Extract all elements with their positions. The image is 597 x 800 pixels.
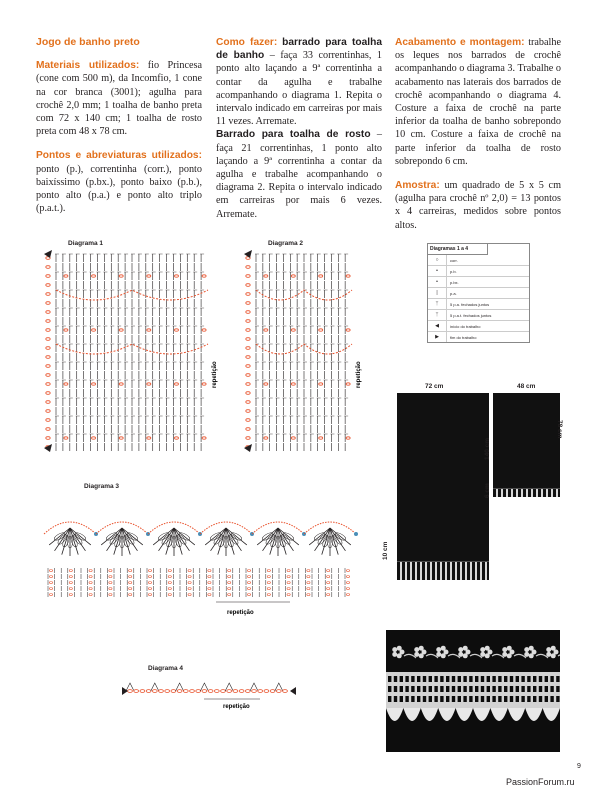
start-arrow-icon bbox=[244, 444, 252, 452]
face-height-label: 78 cm bbox=[556, 420, 563, 439]
face-towel-band bbox=[493, 488, 560, 497]
points-lead: Pontos e abreviaturas utilizados: bbox=[36, 150, 202, 162]
symbol-legend bbox=[427, 243, 530, 343]
legend-symbol: ◀ bbox=[428, 321, 447, 331]
lace-photo-drawing bbox=[386, 630, 560, 752]
bath-bold: barrado para toalha de banho bbox=[216, 37, 382, 62]
bath-text: – faça 33 correntinhas, 1 ponto alto laçando a 9ª correntinha a contar da agulha e trabalhe acompanhando o diagrama 1. Repita o intervalo indicado em carreiras por mais 11 vezes. Arremate. bbox=[216, 50, 383, 128]
bath-towel-band bbox=[397, 561, 489, 580]
legend-label: início do trabalho bbox=[450, 323, 481, 329]
diagram-4-chain bbox=[122, 683, 296, 695]
diagram-3-repeat-label: repetição bbox=[227, 610, 254, 616]
legend-row bbox=[428, 309, 529, 320]
diagram-4-label: Diagrama 4 bbox=[148, 665, 184, 672]
diagram-4 bbox=[120, 675, 300, 715]
legend-label: p.b. bbox=[450, 268, 457, 274]
legend-row bbox=[428, 276, 529, 287]
diagram-3-fans bbox=[44, 522, 358, 556]
sample-text: um quadrado de 5 x 5 cm (agulha para crochê nº 2,0) = 13 pontos x 4 carreiras, medidos sobre pontos altos. bbox=[395, 180, 562, 231]
legend-label: 5 p.a. fechados juntos bbox=[450, 301, 490, 307]
lace-edging-photo bbox=[386, 630, 560, 752]
legend-title: Diagramas 1 a 4 bbox=[428, 244, 488, 255]
face-text: – faça 21 correntinhas, 1 ponto alto laçando a 9ª correntinha a contar da agulha e trabalhe acompanhando o diagrama 2. Repita o intervalo indicado em carreiras por mais 6 vezes. Arremate. bbox=[216, 129, 383, 220]
legend-label: p.a. bbox=[450, 290, 457, 296]
diagram-2-repeat-label: repetição bbox=[356, 361, 362, 388]
diagram-1 bbox=[40, 248, 220, 458]
bath-height-label: 140 cm bbox=[484, 437, 491, 460]
bath-towel-schematic bbox=[397, 393, 489, 580]
right-column bbox=[395, 36, 561, 243]
legend-symbol: ᛉ bbox=[428, 299, 447, 309]
project-title: Jogo de banho preto bbox=[36, 36, 140, 48]
watermark: PassionForum.ru bbox=[506, 777, 575, 787]
finish-paragraph bbox=[395, 36, 561, 168]
face-towel-schematic bbox=[493, 393, 560, 497]
page-number: 9 bbox=[577, 763, 581, 770]
diagram-2 bbox=[240, 248, 370, 458]
legend-symbol: ᛉ bbox=[428, 310, 447, 320]
materials-lead: Materiais utilizados: bbox=[36, 60, 140, 72]
face-band-label: 6 cm bbox=[484, 483, 491, 498]
bath-width-label: 72 cm bbox=[425, 383, 444, 390]
middle-column bbox=[216, 36, 382, 232]
materials-text: fio Princesa (cone com 500 m), da Incomfio, 1 cone na cor branca (3001); agulha para crochê 2,0 mm; 1 toalha de banho preta com 72 x 140 cm; 1 toalha de rosto preta com 48 x 78 cm. bbox=[36, 60, 202, 138]
legend-label: corr. bbox=[450, 257, 458, 263]
legend-row bbox=[428, 331, 529, 342]
diagram-2-grid bbox=[246, 254, 352, 451]
legend-row bbox=[428, 255, 529, 265]
materials-paragraph bbox=[36, 59, 202, 138]
how-lead: Como fazer: bbox=[216, 37, 278, 48]
legend-symbol: | bbox=[428, 288, 447, 298]
points-text: ponto (p.), correntinha (corr.), ponto baixíssimo (p.bx.), ponto baixo (p.b.), ponto alto (p.a.) e ponto alto triplo (p.a.t.). bbox=[36, 163, 202, 215]
sample-paragraph bbox=[395, 179, 561, 232]
legend-row bbox=[428, 298, 529, 309]
legend-row bbox=[428, 320, 529, 331]
points-paragraph bbox=[36, 149, 202, 215]
face-bold: Barrado para toalha de rosto bbox=[216, 129, 371, 141]
diagram-3-base bbox=[48, 568, 350, 597]
legend-row bbox=[428, 265, 529, 276]
diagram-1-repeat-label: repetição bbox=[212, 361, 218, 388]
diagram-3 bbox=[40, 490, 360, 620]
left-column bbox=[36, 36, 202, 226]
legend-label: 5 p.a.t. fechados juntos bbox=[450, 312, 492, 318]
bath-paragraph bbox=[216, 36, 382, 128]
legend-row bbox=[428, 287, 529, 298]
legend-label: p.bx. bbox=[450, 279, 459, 285]
legend-symbol: ○ bbox=[428, 255, 447, 265]
diagram-1-label: Diagrama 1 bbox=[68, 240, 104, 247]
diagram-3-label: Diagrama 3 bbox=[84, 483, 120, 490]
finish-lead: Acabamento e montagem: bbox=[395, 37, 525, 48]
legend-symbol: ▶ bbox=[428, 332, 447, 342]
bath-band-label: 10 cm bbox=[382, 541, 389, 560]
face-width-label: 48 cm bbox=[517, 383, 536, 390]
sample-lead: Amostra: bbox=[395, 180, 440, 192]
legend-symbol: • bbox=[428, 277, 447, 287]
diagram-4-repeat-label: repetição bbox=[223, 704, 250, 710]
finish-text: trabalhe os leques nos barrados de crochê acompanhando o diagrama 3. Trabalhe o acabamento nas laterais dos barrados de crochê acompanhando o diagrama 4. Costure a faixa de crochê na parte inferior da toalha de banho sobrepondo 10 cm. Costure a faixa de crochê na parte inferior da toalha de rosto sobrepondo 6 cm. bbox=[395, 37, 561, 167]
face-paragraph bbox=[216, 128, 382, 220]
legend-label: fim do trabalho bbox=[450, 334, 477, 340]
legend-symbol: • bbox=[428, 266, 447, 276]
diagram-2-label: Diagrama 2 bbox=[268, 240, 304, 247]
diagram-1-grid bbox=[46, 254, 208, 451]
start-arrow-icon bbox=[44, 444, 52, 452]
